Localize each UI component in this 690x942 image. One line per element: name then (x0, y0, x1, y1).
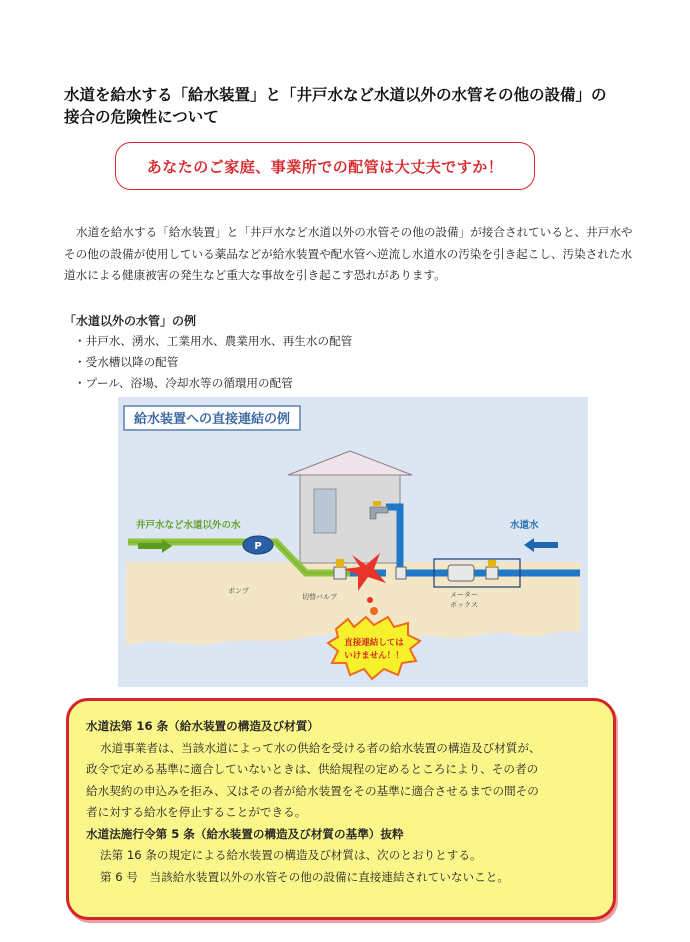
law-line: 者に対する給水を停止することができる。 (86, 805, 307, 819)
valve-label: 切替バルブ (302, 593, 337, 601)
warning-burst-line-2: いけません！！ (344, 651, 404, 661)
example-item: ・ 井戸水、湧水、工業用水、農業用水、再生水の配管 (74, 331, 352, 352)
warning-text: あなたのご家庭、事業所での配管は大丈夫ですか！ (146, 157, 504, 176)
law-line: 水道事業者は、当該水道によって水の供給を受ける者の給水装置の構造及び材質が、 (100, 740, 541, 755)
connection-diagram (118, 397, 588, 687)
example-item: ・ プール、浴場、冷却水等の循環用の配管 (74, 373, 352, 394)
page-title (64, 84, 664, 128)
meter-icon (448, 565, 474, 581)
intro-paragraph: 水道を給水する「給水装置」と「井戸水など水道以外の水管その他の設備」が接合されていると、井戸水やその他の設備が使用している薬品などが給水装置や配水管へ逆流し水道水の汚染を引き起こし、汚染された水道水による健康被害の発生など重大な事故を引き起こす恐れがあります。 (64, 225, 633, 282)
valve-icon (396, 567, 406, 579)
valve-icon (334, 567, 346, 579)
title-line-1: 水道を給水する「給水装置」と「井戸水など水道以外の水管その他の設備」の (64, 86, 607, 104)
law-heading-2: 水道法施行令第 5 条（給水装置の構造及び材質の基準）抜粋 (86, 826, 404, 841)
svg-text:P: P (254, 541, 262, 552)
law-heading-1: 水道法第 16 条（給水装置の構造及び材質） (86, 719, 319, 733)
warning-burst-line-1: 直接連結しては (344, 638, 404, 648)
title-line-2: 接合の危険性について (64, 108, 219, 126)
law-line: 第 6 号 当該給水装置以外の水管その他の設備に直接連結されていないこと。 (100, 869, 509, 884)
examples-list (74, 331, 352, 394)
examples-title: 「水道以外の水管」の例 (64, 314, 197, 328)
law-line: 給水契約の申込みを拒み、又はその者が給水装置をその基準に適合させるまでの間その (86, 783, 539, 798)
well-water-label: 井戸水など水道以外の水 (136, 520, 241, 531)
tap-water-label: 水道水 (510, 520, 539, 531)
law-line: 法第 16 条の規定による給水装置の構造及び材質は、次のとおりとする。 (100, 848, 482, 862)
warning-box (115, 142, 535, 190)
house-door (314, 489, 336, 533)
meter-label-1: メーター (450, 591, 478, 599)
example-item: ・ 受水槽以降の配管 (74, 352, 352, 373)
meter-label-2: ボックス (450, 601, 478, 609)
law-line: 政令で定める基準に適合していないときは、供給規程の定めるところにより、その者の (86, 762, 539, 776)
diagram-title: 給水装置への直接連結の例 (133, 412, 291, 427)
law-text (86, 716, 606, 888)
pump-label: ポンプ (228, 587, 249, 595)
